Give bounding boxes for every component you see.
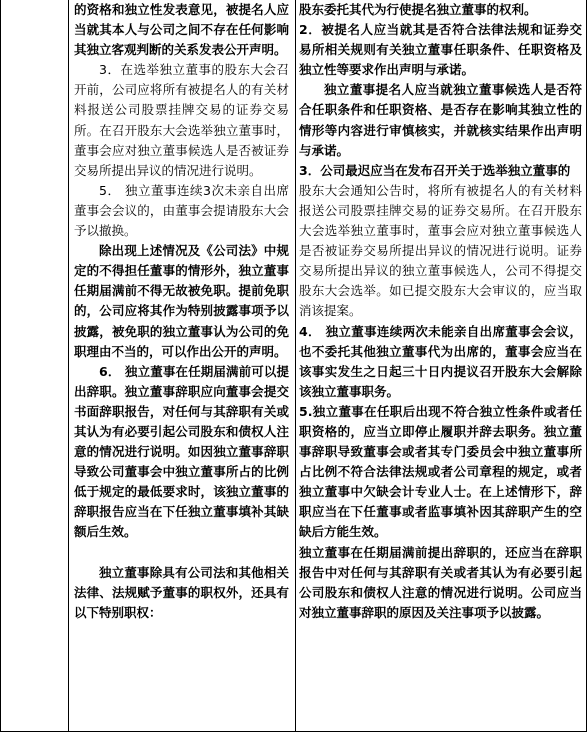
- right-column-cell: [299, 0, 582, 731]
- right-para-8: 独立董事在任期届满前提出辞职的，还应当在辞职报告中对任何与其辞职有关或者其认为有必要引起公司股东和债权人注意的情况进行说明。公司应当对独立董事辞职的原因及关注事项予以披露。: [299, 544, 582, 620]
- table-divider-1: [68, 0, 69, 732]
- left-para-5: 6． 独立董事在任期届满前可以提出辞职。独立董事辞职应向董事会提交书面辞职报告，对任何与其辞职有关或其认为有必要引起公司股东和债权人注意的情况进行说明。如因独立董事辞职导致公司董事会中独立董事所占的比例低于规定的最低要求时，该独立董事的辞职报告应当在下任独立董事填补其缺额后生效。: [74, 363, 289, 540]
- left-para-1: 的资格和独立性发表意见，被提名人应当就其本人与公司之间不存在任何影响其独立客观判断的关系发表公开声明。: [74, 2, 289, 58]
- left-para-3: 5． 独立董事连续3次未亲自出席董事会会议的，由董事会提请股东大会予以撤换。: [74, 182, 289, 239]
- left-para-6: 独立董事除具有公司法和其他相关法律、法规赋予董事的职权外，还具有以下特别职权：: [74, 564, 289, 620]
- table-divider-2: [295, 0, 296, 732]
- left-column-cell: [74, 0, 289, 731]
- blank-line: [74, 543, 289, 563]
- right-para-7: 5.独立董事在任职后出现不符合独立性条件或者任职资格的，应当立即停止履职并辞去职务。独立董事辞职导致董事会或者其专门委员会中独立董事所占比例不符合法律法规或者公司章程的规定，或者独立董事中欠缺会计专业人士。在上述情形下，辞职应当在下任董事或者监事填补因其辞职产生的空缺后方能生效。: [299, 403, 582, 540]
- right-para-6: 4． 独立董事连续两次未能亲自出席董事会会议，也不委托其他独立董事代为出席的，董事会应当在该事实发生之日起三十日内提议召开股东大会解除该独立董事职务。: [299, 323, 582, 399]
- right-para-2: 2．被提名人应当就其是否符合法律法规和证券交易所相关规则有关独立董事任职条件、任职资格及独立性等要求作出声明与承诺。: [299, 22, 582, 78]
- left-para-2: 3．在选举独立董事的股东大会召开前，公司应将所有被提名人的有关材料报送公司股票挂牌交易的证券交易所。在召开股东大会选举独立董事时，董事会应对独立董事候选人是否被证券交易所提出异议的情况进行说明。: [74, 62, 289, 178]
- right-para-5: 股东大会通知公告时，将所有被提名人的有关材料报送公司股票挂牌交易的证券交易所。在召开股东大会选举独立董事时，董事会应对独立董事候选人是否被证券交易所提出异议的情况进行说明。证券交易所提出异议的独立董事候选人，公司不得提交股东大会选举。如已提交股东大会审议的，应当取消该提案。: [299, 182, 582, 319]
- right-para-1: 股东委托其代为行使提名独立董事的权利。: [299, 2, 537, 17]
- empty-column-cell: [1, 0, 68, 731]
- left-para-4: 除出现上述情况及《公司法》中规定的不得担任董事的情形外，独立董事任期届满前不得无故被免职。提前免职的，公司应将其作为特别披露事项予以披露，被免职的独立董事认为公司的免职理由不当的，可以作出公开的声明。: [74, 243, 289, 359]
- right-para-3: 独立董事提名人应当就独立董事候选人是否符合任职条件和任职资格、是否存在影响其独立性的情形等内容进行审慎核实，并就核实结果作出声明与承诺。: [299, 82, 582, 158]
- right-para-4: 3．公司最迟应当在发布召开关于选举独立董事的: [299, 162, 571, 178]
